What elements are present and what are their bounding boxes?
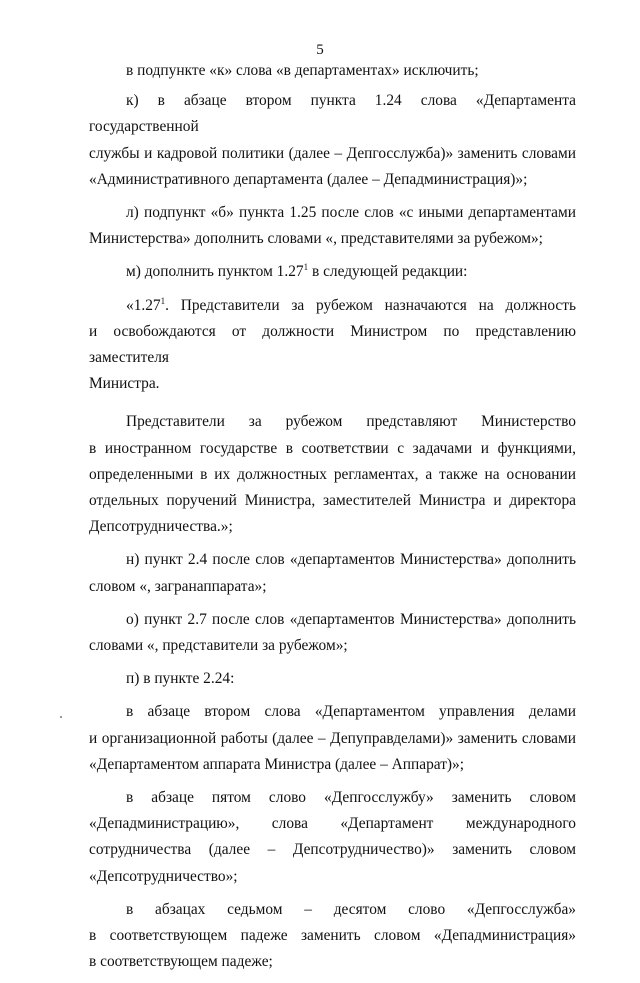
text-line bbox=[89, 259, 576, 285]
text-line: к) в абзаце втором пункта 1.24 слова «Департамента государственной bbox=[89, 92, 576, 136]
superscript: 1 bbox=[160, 295, 166, 306]
text-line: «Депсотрудничество»; bbox=[89, 867, 238, 885]
text-line: л) подпункт «б» пункта 1.25 после слов «с иными департаментами bbox=[126, 204, 576, 222]
paragraph-o bbox=[89, 607, 576, 659]
paragraph-abzac-7-10 bbox=[89, 897, 576, 976]
text-run: м) дополнить пунктом 1.27 bbox=[126, 263, 304, 281]
scan-speck bbox=[60, 716, 62, 718]
text-line: Депсотрудничества.»; bbox=[89, 518, 233, 536]
paragraph-quote-127 bbox=[89, 293, 576, 398]
text-line: отдельных поручений Министра, заместителей Министра и директора bbox=[89, 492, 576, 510]
text-line: в абзацах седьмом – десятом слово «Депгосслужба» bbox=[126, 900, 576, 918]
page-number: 5 bbox=[316, 42, 324, 58]
text-line: и освобождаются от должности Министром по представлению заместителя bbox=[89, 322, 576, 367]
text-line: о) пункт 2.7 после слов «департаментов Министерства» дополнить bbox=[126, 610, 576, 628]
text-line: словом «, загранаппарата»; bbox=[89, 577, 267, 595]
text-run: «1.27 bbox=[126, 296, 161, 314]
paragraph-abzac-5 bbox=[89, 785, 576, 890]
text-line: сотрудничества (далее – Депсотрудничество)» заменить словом bbox=[89, 841, 576, 859]
text-line: н) пункт 2.4 после слов «департаментов Министерства» дополнить bbox=[126, 551, 576, 569]
paragraph-abzac-2 bbox=[89, 699, 576, 778]
text-line bbox=[89, 293, 576, 319]
text-line: Министра. bbox=[89, 375, 160, 393]
paragraph-l bbox=[89, 200, 576, 252]
text-line: «Департаментом аппарата Министра (далее – Аппарат)»; bbox=[89, 755, 465, 773]
text-run: . Представители за рубежом назначаются на должность bbox=[165, 296, 576, 314]
text-line: Министерства» дополнить словами «, представителями за рубежом»; bbox=[89, 230, 543, 248]
text-line: в абзаце втором слова «Департаментом управления делами bbox=[126, 703, 576, 721]
paragraph-representatives bbox=[89, 409, 576, 540]
text-line: п) в пункте 2.24: bbox=[126, 670, 235, 688]
text-line: и организационной работы (далее – Депуправделами)» заменить словами bbox=[89, 729, 576, 747]
paragraph-intro bbox=[89, 58, 576, 84]
text-line: в иностранном государстве в соответствии с задачами и функциями, bbox=[89, 439, 576, 457]
text-line: определенными в их должностных регламентах, а также на основании bbox=[89, 465, 576, 483]
paragraph-m bbox=[89, 259, 576, 285]
text-line: «Депадминистрацию», слова «Департамент международного bbox=[89, 815, 576, 833]
document-body bbox=[89, 58, 576, 983]
text-run: в следующей редакции: bbox=[308, 263, 468, 281]
text-line: в абзаце пятом слово «Депгосслужбу» заменить словом bbox=[126, 789, 576, 807]
text-line: в соответствующем падеже заменить словом «Депадминистрация» bbox=[89, 927, 576, 945]
text-line: службы и кадровой политики (далее – Депгосслужба)» заменить словами bbox=[89, 144, 576, 162]
paragraph-p bbox=[89, 666, 576, 692]
superscript: 1 bbox=[303, 262, 309, 273]
paragraph-n bbox=[89, 547, 576, 599]
text-line: словами «, представители за рубежом»; bbox=[89, 637, 348, 655]
text-line: в соответствующем падеже; bbox=[89, 953, 273, 971]
text-line: в подпункте «к» слова «в департаментах» исключить; bbox=[126, 62, 479, 79]
paragraph-k bbox=[89, 88, 576, 193]
text-line: Представители за рубежом представляют Министерство bbox=[126, 413, 576, 431]
text-line: «Административного департамента (далее – Депадминистрация)»; bbox=[89, 170, 528, 188]
